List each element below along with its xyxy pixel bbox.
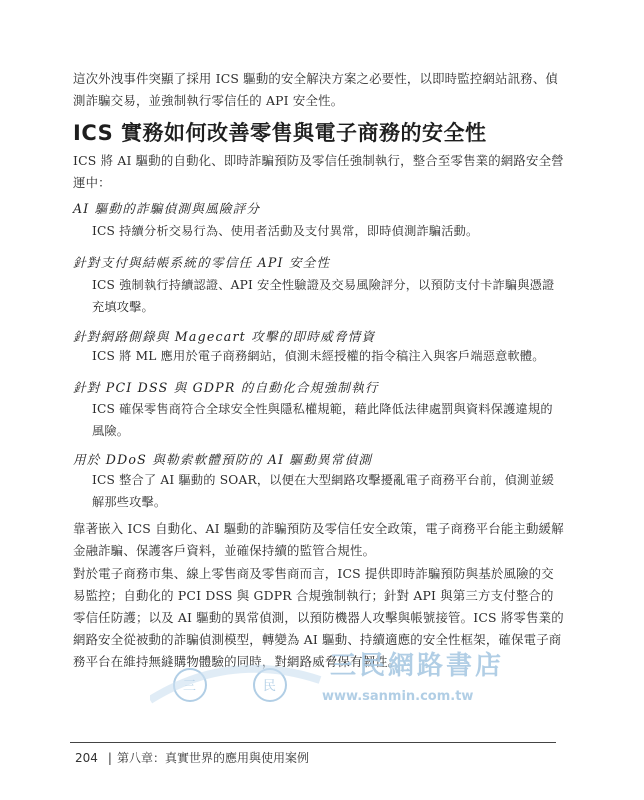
- section-intro-paragraph: ICS 將 AI 驅動的自動化、即時詐騙預防及零信任強制執行，整合至零售業的網路安全營運中：: [73, 153, 564, 190]
- watermark-url: www.sanmin.com.tw: [322, 689, 474, 704]
- item-body-2: ICS 強制執行持續認證、API 安全性驗證及交易風險評分，以預防支付卡詐騙與憑證充填攻擊。: [92, 278, 555, 314]
- watermark-store-name: 三民網路書店: [330, 651, 505, 681]
- watermark-swoosh: [150, 669, 320, 700]
- summary-paragraph: 靠著嵌入 ICS 自動化、AI 驅動的詐騙預防及零信任安全政策，電子商務平台能主動緩解金融詐騙、保護客戶資料，並確保持續的監管合規性。: [73, 521, 564, 558]
- item-heading-5: 用於 DDoS 與勒索軟體預防的 AI 驅動異常偵測: [73, 452, 373, 467]
- footer-divider: [70, 742, 556, 743]
- item-body-4: ICS 確保零售商符合全球安全性與隱私權規範，藉此降低法律處罰與資料保護違規的風險。: [92, 402, 553, 438]
- intro-paragraph: 這次外洩事件突顯了採用 ICS 驅動的安全解決方案之必要性，以即時監控網站訊務、偵測詐騙交易，並強制執行零信任的 API 安全性。: [73, 71, 559, 108]
- item-body-1: ICS 持續分析交易行為、使用者活動及支付異常，即時偵測詐騙活動。: [92, 224, 479, 238]
- item-heading-3: 針對網路側錄與 Magecart 攻擊的即時威脅情資: [73, 329, 376, 344]
- item-heading-4: 針對 PCI DSS 與 GDPR 的自動化合規強制執行: [73, 380, 379, 395]
- page-number: 204: [75, 751, 98, 765]
- item-heading-2: 針對支付與結帳系統的零信任 API 安全性: [73, 255, 331, 270]
- watermark-char-right: 民: [263, 679, 277, 694]
- item-heading-1: AI 驅動的詐騙偵測與風險評分: [73, 201, 261, 216]
- conclusion-paragraph: 對於電子商務市集、線上零售商及零售商而言，ICS 提供即時詐騙預防與基於風險的交易監控；自動化的 PCI DSS 與 GDPR 合規強制執行；針對 API 與第三方支付整合的零信任防護；以及 AI 驅動的異常偵測，以預防機器人攻擊與帳號接管。ICS 將零售業的網路安全從被動的詐騙偵測模型，轉變為 AI 驅動、持續適應的安全性框架，確保電子商務平台在維持無縫購物體驗的同時，對網路威脅保有韌性。: [73, 566, 564, 669]
- item-body-3: ICS 將 ML 應用於電子商務網站，偵測未經授權的指令稿注入與客戶端惡意軟體。: [92, 349, 545, 363]
- page-footer: [75, 749, 309, 766]
- watermark-char-left: 三: [183, 679, 197, 694]
- sanmin-watermark-logo: [150, 640, 510, 720]
- footer-separator: |: [107, 751, 112, 765]
- chapter-title: 第八章：真實世界的應用與使用案例: [116, 751, 309, 765]
- section-title: ICS 實務如何改善零售與電子商務的安全性: [73, 121, 487, 145]
- item-body-5: ICS 整合了 AI 驅動的 SOAR，以便在大型網路攻擊擾亂電子商務平台前，偵測並緩解那些攻擊。: [92, 473, 555, 509]
